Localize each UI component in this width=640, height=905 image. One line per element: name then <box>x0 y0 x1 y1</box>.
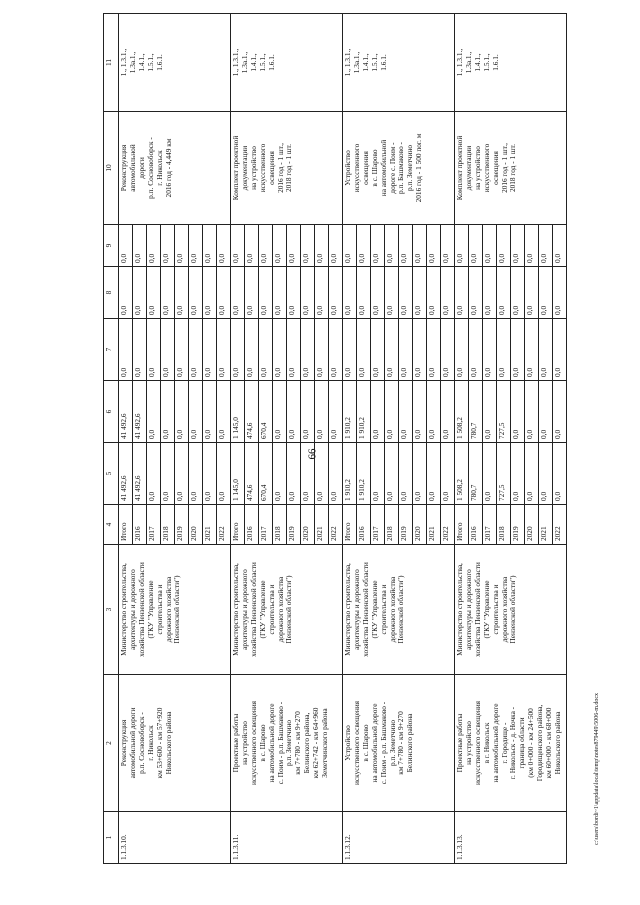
column-header: 4 <box>104 505 119 545</box>
total-value: 0,0 <box>371 443 385 505</box>
other-sources-value: 0,0 <box>231 225 245 267</box>
regional-budget-value: 41 492,6 <box>133 381 147 443</box>
local-budget-value: 0,0 <box>175 267 189 319</box>
row-code: 1.1.3.11. <box>231 812 343 864</box>
table-row <box>343 14 357 864</box>
expected-result: Комплект проектной документации на устройство искусственного освещения 2016 год - 1 шт., 2018 год - 1 шт. <box>231 112 343 225</box>
federal-budget-value: 0,0 <box>357 319 371 381</box>
row-code: 1.1.3.13. <box>455 812 567 864</box>
indicator-refs: 1., 1.3.1., 1.3а.1., 1.4.1., 1.5.1., 1.6.1. <box>231 14 343 112</box>
year-cell: 2018 <box>273 505 287 545</box>
other-sources-value: 0,0 <box>329 225 343 267</box>
year-cell: 2018 <box>161 505 175 545</box>
row-code: 1.1.3.10. <box>119 812 231 864</box>
other-sources-value: 0,0 <box>553 225 567 267</box>
year-cell: 2017 <box>483 505 497 545</box>
federal-budget-value: 0,0 <box>399 319 413 381</box>
other-sources-value: 0,0 <box>343 225 357 267</box>
total-value: 0,0 <box>329 443 343 505</box>
year-cell: 2017 <box>147 505 161 545</box>
year-cell: 2016 <box>357 505 371 545</box>
total-value: 727,5 <box>497 443 511 505</box>
other-sources-value: 0,0 <box>245 225 259 267</box>
regional-budget-value: 0,0 <box>399 381 413 443</box>
other-sources-value: 0,0 <box>217 225 231 267</box>
total-value: 0,0 <box>553 443 567 505</box>
local-budget-value: 0,0 <box>133 267 147 319</box>
federal-budget-value: 0,0 <box>511 319 525 381</box>
total-value: 1 910,2 <box>357 443 371 505</box>
other-sources-value: 0,0 <box>497 225 511 267</box>
local-budget-value: 0,0 <box>427 267 441 319</box>
federal-budget-value: 0,0 <box>315 319 329 381</box>
total-value: 41 492,6 <box>133 443 147 505</box>
local-budget-value: 0,0 <box>343 267 357 319</box>
local-budget-value: 0,0 <box>371 267 385 319</box>
year-cell: 2016 <box>133 505 147 545</box>
local-budget-value: 0,0 <box>539 267 553 319</box>
regional-budget-value: 0,0 <box>175 381 189 443</box>
regional-budget-value: 1 910,2 <box>343 381 357 443</box>
federal-budget-value: 0,0 <box>161 319 175 381</box>
year-cell: 2017 <box>371 505 385 545</box>
regional-budget-value: 0,0 <box>525 381 539 443</box>
federal-budget-value: 0,0 <box>441 319 455 381</box>
regional-budget-value: 0,0 <box>189 381 203 443</box>
other-sources-value: 0,0 <box>203 225 217 267</box>
rotated-table-area <box>103 14 592 864</box>
year-cell: Итого <box>119 505 133 545</box>
other-sources-value: 0,0 <box>119 225 133 267</box>
total-value: 670,4 <box>259 443 273 505</box>
other-sources-value: 0,0 <box>301 225 315 267</box>
executor: Министерство строительства, архитектуры и дорожного хозяйства Пензенской области (ГКУ "Управление строительства и дорожного хозяйства Пензенской области") <box>119 545 231 675</box>
table-row <box>119 14 133 864</box>
year-cell: 2020 <box>189 505 203 545</box>
local-budget-value: 0,0 <box>273 267 287 319</box>
federal-budget-value: 0,0 <box>175 319 189 381</box>
regional-budget-value: 0,0 <box>301 381 315 443</box>
federal-budget-value: 0,0 <box>301 319 315 381</box>
column-header: 5 <box>104 443 119 505</box>
executor: Министерство строительства, архитектуры и дорожного хозяйства Пензенской области (ГКУ "Управление строительства и дорожного хозяйства Пензенской области") <box>455 545 567 675</box>
column-header: 11 <box>104 14 119 112</box>
local-budget-value: 0,0 <box>259 267 273 319</box>
other-sources-value: 0,0 <box>413 225 427 267</box>
total-value: 0,0 <box>161 443 175 505</box>
regional-budget-value: 1 910,2 <box>357 381 371 443</box>
total-value: 0,0 <box>273 443 287 505</box>
expected-result: Реконструкция автомобильной дороги р.п. Сосновоборск - г. Никольск 2016 год - 4,449 км <box>119 112 231 225</box>
federal-budget-value: 0,0 <box>273 319 287 381</box>
federal-budget-value: 0,0 <box>189 319 203 381</box>
regional-budget-value: 0,0 <box>441 381 455 443</box>
total-value: 1 508,2 <box>455 443 469 505</box>
federal-budget-value: 0,0 <box>371 319 385 381</box>
year-cell: 2016 <box>245 505 259 545</box>
column-header: 8 <box>104 267 119 319</box>
measure-name: Реконструкция автомобильной дороги р.п. Сосновоборск - г. Никольск км 53+600 - км 57+920 Никольского района <box>119 675 231 812</box>
other-sources-value: 0,0 <box>147 225 161 267</box>
year-cell: Итого <box>455 505 469 545</box>
other-sources-value: 0,0 <box>469 225 483 267</box>
federal-budget-value: 0,0 <box>497 319 511 381</box>
measure-name: Проектные работы на устройство искусственного освещения в с. Шарово на автомобильной дороге с. Поим - р.п. Башмаково - р.п. Земетчино км 7+780 - км 9+270 Белинского района, км 62+742 - км 64+960 Земетчинского района <box>231 675 343 812</box>
regional-budget-value: 0,0 <box>371 381 385 443</box>
year-cell: Итого <box>231 505 245 545</box>
total-value: 0,0 <box>203 443 217 505</box>
year-cell: 2022 <box>553 505 567 545</box>
regional-budget-value: 0,0 <box>553 381 567 443</box>
local-budget-value: 0,0 <box>161 267 175 319</box>
regional-budget-value: 0,0 <box>161 381 175 443</box>
total-value: 0,0 <box>413 443 427 505</box>
local-budget-value: 0,0 <box>525 267 539 319</box>
local-budget-value: 0,0 <box>287 267 301 319</box>
other-sources-value: 0,0 <box>371 225 385 267</box>
regional-budget-value: 780,7 <box>469 381 483 443</box>
regional-budget-value: 474,6 <box>245 381 259 443</box>
table-row <box>455 14 469 864</box>
total-value: 0,0 <box>427 443 441 505</box>
indicator-refs: 1., 1.3.1., 1.3а.1., 1.4.1., 1.5.1., 1.6.1. <box>343 14 455 112</box>
federal-budget-value: 0,0 <box>329 319 343 381</box>
year-cell: 2019 <box>175 505 189 545</box>
federal-budget-value: 0,0 <box>245 319 259 381</box>
year-cell: 2019 <box>287 505 301 545</box>
regional-budget-value: 0,0 <box>511 381 525 443</box>
total-value: 41 492,6 <box>119 443 133 505</box>
year-cell: 2020 <box>525 505 539 545</box>
local-budget-value: 0,0 <box>329 267 343 319</box>
total-value: 0,0 <box>287 443 301 505</box>
other-sources-value: 0,0 <box>539 225 553 267</box>
regional-budget-value: 727,5 <box>497 381 511 443</box>
federal-budget-value: 0,0 <box>469 319 483 381</box>
regional-budget-value: 0,0 <box>203 381 217 443</box>
regional-budget-value: 0,0 <box>413 381 427 443</box>
column-header: 1 <box>104 812 119 864</box>
local-budget-value: 0,0 <box>119 267 133 319</box>
year-cell: 2021 <box>315 505 329 545</box>
expected-result: Комплект проектной документации на устройство искусственного освещения 2016 год - 1 шт., 2018 год - 1 шт. <box>455 112 567 225</box>
local-budget-value: 0,0 <box>413 267 427 319</box>
total-value: 1 910,2 <box>343 443 357 505</box>
local-budget-value: 0,0 <box>189 267 203 319</box>
local-budget-value: 0,0 <box>357 267 371 319</box>
federal-budget-value: 0,0 <box>147 319 161 381</box>
federal-budget-value: 0,0 <box>483 319 497 381</box>
local-budget-value: 0,0 <box>399 267 413 319</box>
local-budget-value: 0,0 <box>315 267 329 319</box>
total-value: 0,0 <box>385 443 399 505</box>
total-value: 0,0 <box>399 443 413 505</box>
year-cell: 2017 <box>259 505 273 545</box>
executor: Министерство строительства, архитектуры и дорожного хозяйства Пензенской области (ГКУ "Управление строительства и дорожного хозяйства Пензенской области") <box>231 545 343 675</box>
year-cell: 2021 <box>203 505 217 545</box>
year-cell: 2022 <box>441 505 455 545</box>
year-cell: 2018 <box>497 505 511 545</box>
other-sources-value: 0,0 <box>161 225 175 267</box>
local-budget-value: 0,0 <box>469 267 483 319</box>
total-value: 0,0 <box>315 443 329 505</box>
total-value: 0,0 <box>511 443 525 505</box>
regional-budget-value: 0,0 <box>483 381 497 443</box>
year-cell: Итого <box>343 505 357 545</box>
total-value: 1 145,0 <box>231 443 245 505</box>
other-sources-value: 0,0 <box>441 225 455 267</box>
other-sources-value: 0,0 <box>385 225 399 267</box>
regional-budget-value: 670,4 <box>259 381 273 443</box>
column-header: 3 <box>104 545 119 675</box>
other-sources-value: 0,0 <box>483 225 497 267</box>
total-value: 0,0 <box>441 443 455 505</box>
year-cell: 2019 <box>511 505 525 545</box>
year-cell: 2022 <box>329 505 343 545</box>
total-value: 0,0 <box>525 443 539 505</box>
year-cell: 2019 <box>399 505 413 545</box>
regional-budget-value: 0,0 <box>315 381 329 443</box>
other-sources-value: 0,0 <box>259 225 273 267</box>
year-cell: 2022 <box>217 505 231 545</box>
federal-budget-value: 0,0 <box>133 319 147 381</box>
column-header: 7 <box>104 319 119 381</box>
total-value: 0,0 <box>147 443 161 505</box>
other-sources-value: 0,0 <box>399 225 413 267</box>
local-budget-value: 0,0 <box>147 267 161 319</box>
federal-budget-value: 0,0 <box>525 319 539 381</box>
total-value: 0,0 <box>539 443 553 505</box>
federal-budget-value: 0,0 <box>217 319 231 381</box>
column-number-row <box>104 14 119 864</box>
local-budget-value: 0,0 <box>553 267 567 319</box>
table-row <box>231 14 245 864</box>
regional-budget-value: 0,0 <box>287 381 301 443</box>
other-sources-value: 0,0 <box>357 225 371 267</box>
local-budget-value: 0,0 <box>231 267 245 319</box>
footer-file-path: c:\users\bordi~1\appdata\local\temp\notes879449\5006-m.docx <box>594 692 600 845</box>
other-sources-value: 0,0 <box>525 225 539 267</box>
regional-budget-value: 0,0 <box>147 381 161 443</box>
total-value: 474,6 <box>245 443 259 505</box>
total-value: 0,0 <box>175 443 189 505</box>
year-cell: 2021 <box>427 505 441 545</box>
total-value: 0,0 <box>189 443 203 505</box>
federal-budget-value: 0,0 <box>427 319 441 381</box>
federal-budget-value: 0,0 <box>231 319 245 381</box>
other-sources-value: 0,0 <box>511 225 525 267</box>
program-table <box>103 13 567 864</box>
year-cell: 2016 <box>469 505 483 545</box>
column-header: 10 <box>104 112 119 225</box>
other-sources-value: 0,0 <box>273 225 287 267</box>
federal-budget-value: 0,0 <box>343 319 357 381</box>
regional-budget-value: 0,0 <box>217 381 231 443</box>
column-header: 2 <box>104 675 119 812</box>
total-value: 0,0 <box>483 443 497 505</box>
local-budget-value: 0,0 <box>511 267 525 319</box>
regional-budget-value: 41 492,6 <box>119 381 133 443</box>
federal-budget-value: 0,0 <box>539 319 553 381</box>
column-header: 9 <box>104 225 119 267</box>
local-budget-value: 0,0 <box>217 267 231 319</box>
local-budget-value: 0,0 <box>483 267 497 319</box>
other-sources-value: 0,0 <box>189 225 203 267</box>
total-value: 0,0 <box>217 443 231 505</box>
regional-budget-value: 0,0 <box>427 381 441 443</box>
federal-budget-value: 0,0 <box>119 319 133 381</box>
regional-budget-value: 1 508,2 <box>455 381 469 443</box>
total-value: 780,7 <box>469 443 483 505</box>
local-budget-value: 0,0 <box>385 267 399 319</box>
federal-budget-value: 0,0 <box>385 319 399 381</box>
other-sources-value: 0,0 <box>315 225 329 267</box>
column-header: 6 <box>104 381 119 443</box>
other-sources-value: 0,0 <box>427 225 441 267</box>
indicator-refs: 1., 1.3.1., 1.3а.1., 1.4.1., 1.5.1., 1.6.1. <box>455 14 567 112</box>
year-cell: 2018 <box>385 505 399 545</box>
local-budget-value: 0,0 <box>203 267 217 319</box>
federal-budget-value: 0,0 <box>287 319 301 381</box>
federal-budget-value: 0,0 <box>413 319 427 381</box>
local-budget-value: 0,0 <box>455 267 469 319</box>
local-budget-value: 0,0 <box>245 267 259 319</box>
regional-budget-value: 0,0 <box>385 381 399 443</box>
local-budget-value: 0,0 <box>301 267 315 319</box>
regional-budget-value: 0,0 <box>539 381 553 443</box>
regional-budget-value: 0,0 <box>273 381 287 443</box>
year-cell: 2021 <box>539 505 553 545</box>
other-sources-value: 0,0 <box>133 225 147 267</box>
measure-name: Устройство искусственного освещения в с. Шарово на автомобильной дороге с. Поим - р.п. Башмаково - р.п. Земетчино км 7+780 - км 9+270 Белинского района <box>343 675 455 812</box>
regional-budget-value: 0,0 <box>329 381 343 443</box>
other-sources-value: 0,0 <box>287 225 301 267</box>
other-sources-value: 0,0 <box>175 225 189 267</box>
expected-result: Устройство искусственного освещения в с. Шарово на автомобильной дороге с. Поим - р.п. Башмаково - р.п. Земетчино 2016 год - 1 500 пог. м <box>343 112 455 225</box>
federal-budget-value: 0,0 <box>259 319 273 381</box>
executor: Министерство строительства, архитектуры и дорожного хозяйства Пензенской области (ГКУ "Управление строительства и дорожного хозяйства Пензенской области") <box>343 545 455 675</box>
total-value: 0,0 <box>301 443 315 505</box>
regional-budget-value: 1 145,0 <box>231 381 245 443</box>
page-number: 66 <box>306 448 319 460</box>
federal-budget-value: 0,0 <box>553 319 567 381</box>
year-cell: 2020 <box>413 505 427 545</box>
federal-budget-value: 0,0 <box>203 319 217 381</box>
local-budget-value: 0,0 <box>441 267 455 319</box>
measure-name: Проектные работы на устройство искусственного освещения в г. Никольск на автомобильной дороге г. Городище - г. Никольск - д. Ночка - граница области (км 0+000 - км 24+500 Городищенского района, км 60+000 - км 68+000 Никольского района <box>455 675 567 812</box>
year-cell: 2020 <box>301 505 315 545</box>
other-sources-value: 0,0 <box>455 225 469 267</box>
federal-budget-value: 0,0 <box>455 319 469 381</box>
row-code: 1.1.3.12. <box>343 812 455 864</box>
indicator-refs: 1., 1.3.1., 1.3а.1., 1.4.1., 1.5.1., 1.6.1. <box>119 14 231 112</box>
local-budget-value: 0,0 <box>497 267 511 319</box>
